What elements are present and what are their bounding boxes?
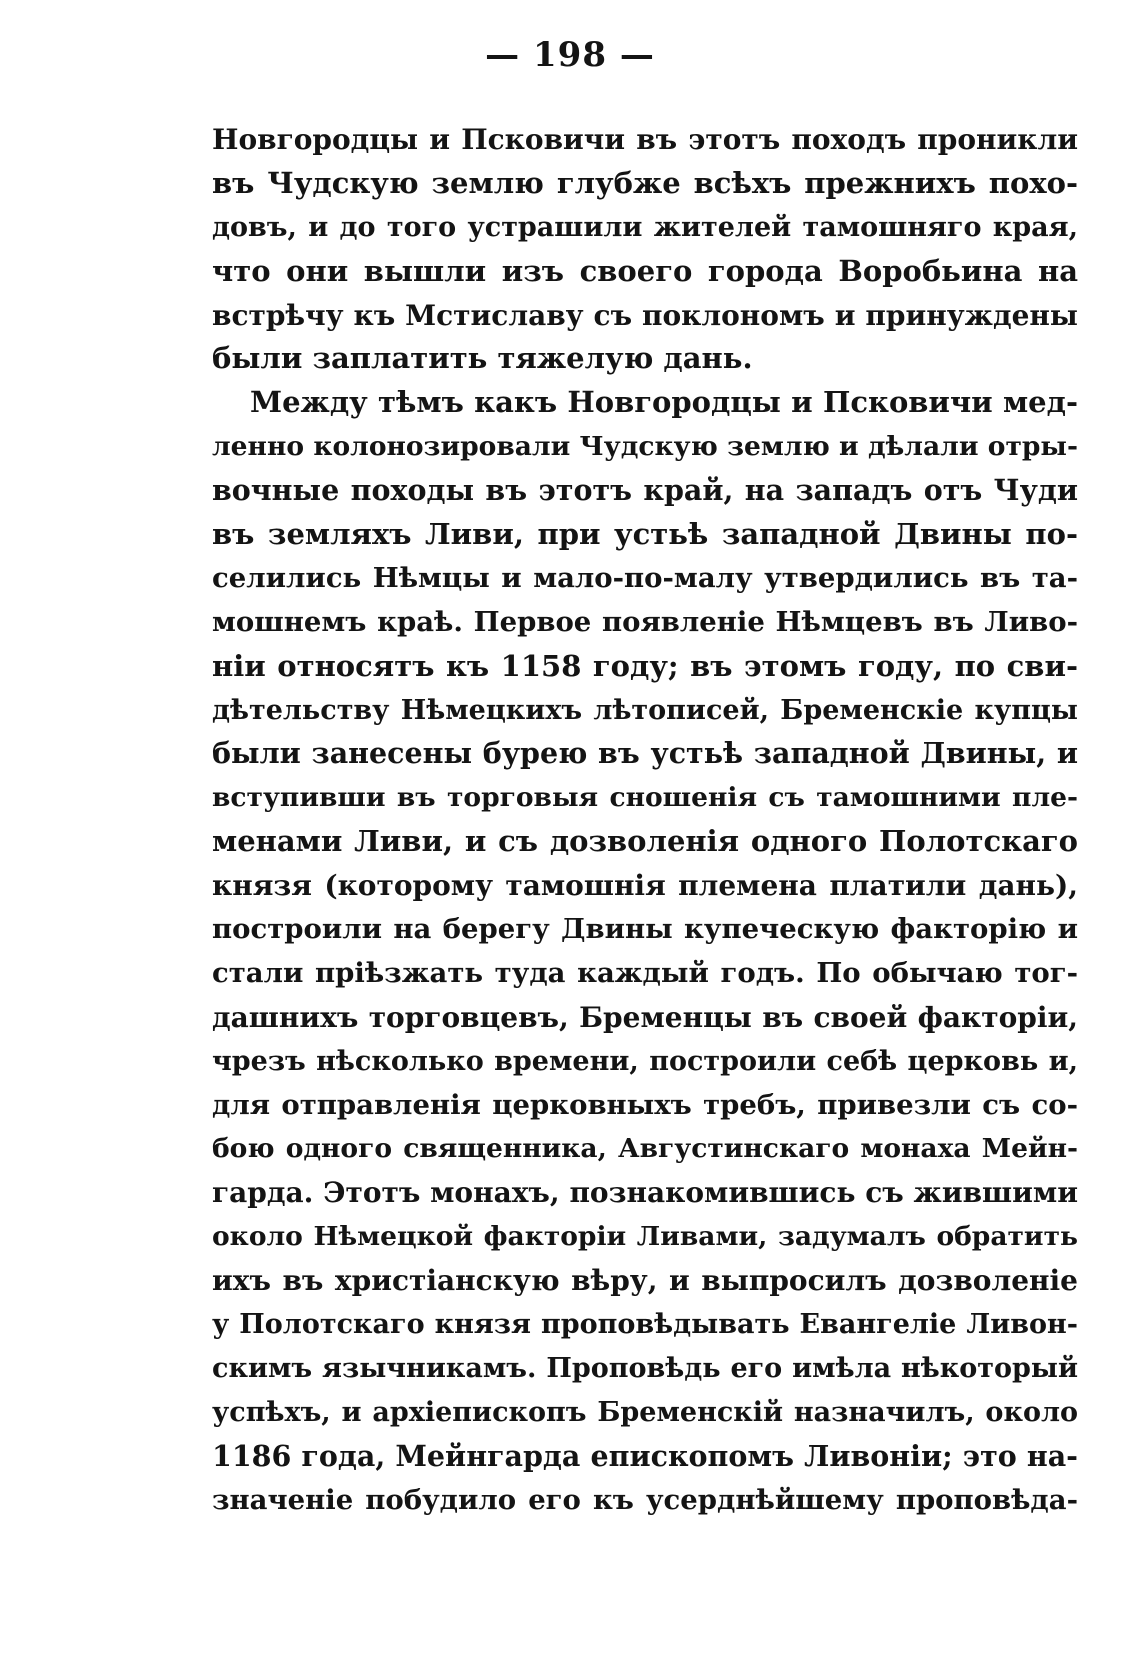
text-line: менами Ливи, и съ дозволенія одного Полотскаго	[212, 824, 1078, 859]
text-line: селились Нѣмцы и мало-по-малу утвердились въ та-	[212, 561, 1078, 594]
paragraph-1	[212, 118, 1078, 381]
text-line: чрезъ нѣсколько времени, построили себѣ церковь и,	[212, 1045, 1078, 1077]
paragraph-2	[212, 381, 1078, 1522]
text-line: дѣтельству Нѣмецкихъ лѣтописей, Бременскіе купцы	[212, 694, 1078, 726]
text-line: Новгородцы и Псковичи въ этотъ походъ проникли	[212, 123, 1078, 156]
text-line: въ земляхъ Ливи, при устьѣ западной Двины по-	[212, 517, 1078, 552]
text-line: князя (которому тамошнія племена платили дань),	[212, 869, 1078, 903]
text-line: около Нѣмецкой факторіи Ливами, задумалъ обратить	[212, 1221, 1078, 1253]
text-line: стали пріѣзжать туда каждый годъ. По обычаю тог-	[212, 956, 1078, 989]
text-line: встрѣчу къ Мстиславу съ поклономъ и принуждены	[212, 298, 1078, 332]
text-line: у Полотскаго князя проповѣдывать Евангеліе Ливон-	[212, 1309, 1078, 1341]
text-line: ихъ въ христіанскую вѣру, и выпросилъ дозволеніе	[212, 1264, 1078, 1298]
text-line: вочные походы въ этотъ край, на западъ отъ Чуди	[212, 473, 1078, 508]
text-line: дашнихъ торговцевъ, Бременцы въ своей факторіи,	[212, 1000, 1078, 1034]
text-line: для отправленія церковныхъ требъ, привезли съ со-	[212, 1088, 1078, 1121]
text-line: успѣхъ, и архіепископъ Бременскій назначилъ, около	[212, 1396, 1078, 1428]
text-line: мошнемъ краѣ. Первое появленіе Нѣмцевъ въ Ливо-	[212, 605, 1078, 638]
body-text	[212, 118, 1078, 1523]
text-line: Между тѣмъ какъ Новгородцы и Псковичи мед-	[250, 385, 1078, 420]
page-number: — 198 —	[485, 35, 655, 75]
text-line: довъ, и до того устрашили жителей тамошняго края,	[212, 211, 1078, 243]
text-line: значеніе побудило его къ усерднѣйшему проповѣда-	[212, 1483, 1078, 1516]
text-line: были заплатить тяжелую дань.	[212, 341, 753, 376]
text-line: ленно колонозировали Чудскую землю и дѣлали отры-	[212, 431, 1078, 463]
text-line: скимъ язычникамъ. Проповѣдь его имѣла нѣкоторый	[212, 1352, 1078, 1384]
text-line: что они вышли изъ своего города Воробьина на	[212, 253, 1078, 288]
text-line: въ Чудскую землю глубже всѣхъ прежнихъ похо-	[212, 165, 1078, 200]
text-line: 1186 года, Мейнгарда епископомъ Ливоніи; это на-	[212, 1438, 1078, 1473]
text-line: были занесены бурею въ устьѣ западной Двины, и	[212, 736, 1078, 771]
text-line: ніи относятъ къ 1158 году; въ этомъ году, по сви-	[212, 648, 1078, 683]
text-line: гарда. Этотъ монахъ, познакомившись съ жившими	[212, 1176, 1078, 1210]
text-line: вступивши въ торговыя сношенія съ тамошними пле-	[212, 782, 1078, 814]
text-line: построили на берегу Двины купеческую факторію и	[212, 913, 1078, 946]
text-line: бою одного священника, Августинскаго монаха Мейн-	[212, 1133, 1078, 1165]
